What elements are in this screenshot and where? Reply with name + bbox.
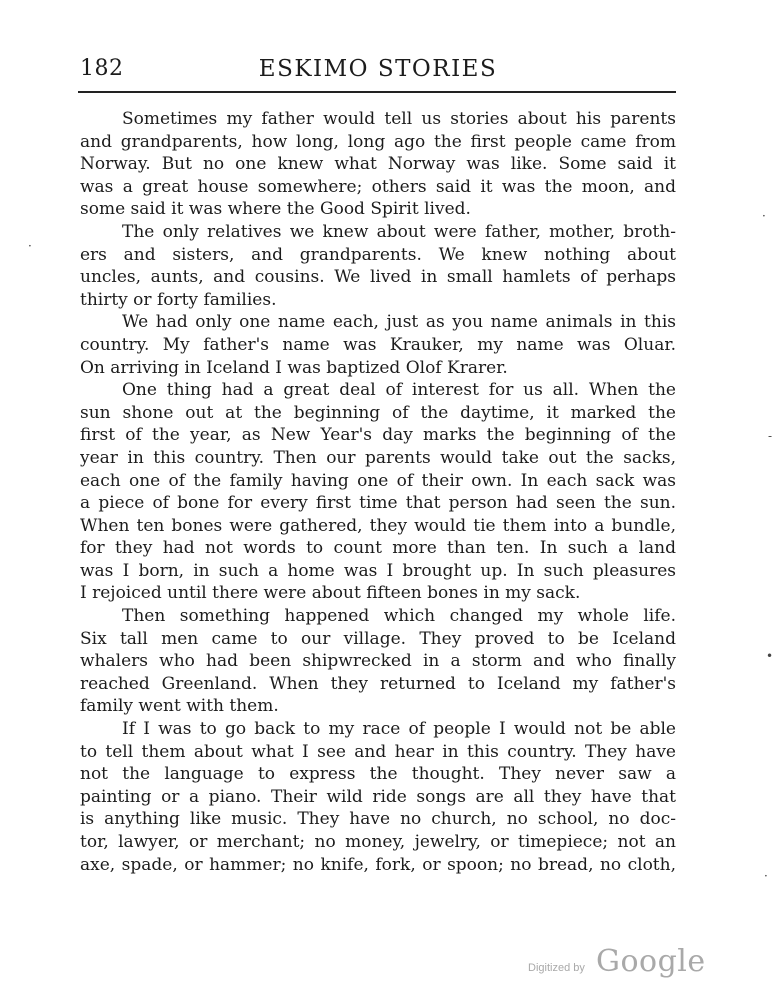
paragraph	[80, 221, 676, 311]
paragraph	[80, 311, 676, 379]
text-line: When ten bones were gathered, they would tie them into a bundle,	[80, 515, 676, 536]
paragraph	[80, 108, 676, 221]
text-line: country. My father's name was Krauker, my name was Oluar.	[80, 334, 676, 355]
text-line: If I was to go back to my race of people I would not be able	[122, 719, 676, 740]
text-line: reached Greenland. When they returned to Iceland my father's	[80, 673, 676, 694]
text-line: family went with them.	[80, 696, 279, 717]
google-logo: Google	[596, 944, 706, 979]
text-line: year in this country. Then our parents would take out the sacks,	[80, 447, 676, 468]
text-line: The only relatives we knew about were father, mother, broth-	[122, 221, 676, 242]
text-line: for they had not words to count more than ten. In such a land	[80, 538, 676, 559]
scan-speck: ·	[764, 869, 768, 883]
header-rule	[78, 91, 676, 93]
running-title: ESKIMO STORIES	[258, 56, 498, 82]
text-line: Then something happened which changed my whole life.	[122, 606, 676, 627]
scan-speck: -	[768, 429, 773, 443]
text-line: Norway. But no one knew what Norway was like. Some said it	[80, 154, 676, 175]
text-line: sun shone out at the beginning of the daytime, it marked the	[80, 402, 676, 423]
page-number: 182	[80, 56, 124, 81]
text-line: whalers who had been shipwrecked in a storm and who finally	[80, 651, 676, 672]
text-line: Sometimes my father would tell us stories about his parents	[122, 109, 676, 129]
text-line: and grandparents, how long, long ago the first people came from	[80, 131, 676, 152]
text-line: painting or a piano. Their wild ride songs are all they have that	[80, 786, 676, 807]
text-line: ers and sisters, and grandparents. We knew nothing about	[80, 244, 676, 265]
text-line: Six tall men came to our village. They proved to be Iceland	[80, 628, 676, 649]
text-line: a piece of bone for every first time that person had seen the sun.	[80, 493, 676, 514]
text-line: tor, lawyer, or merchant; no money, jewelry, or timepiece; not an	[80, 832, 676, 852]
scan-speck: ·	[28, 239, 32, 253]
text-line: axe, spade, or hammer; no knife, fork, or spoon; no bread, no cloth,	[80, 854, 676, 875]
paragraph	[80, 379, 676, 605]
text-line: We had only one name each, just as you name animals in this	[122, 312, 676, 333]
text-line: to tell them about what I see and hear in this country. They have	[80, 741, 676, 762]
text-line: was I born, in such a home was I brought up. In such pleasures	[80, 560, 676, 581]
text-line: is anything like music. They have no church, no school, no doc-	[80, 809, 676, 830]
text-line: I rejoiced until there were about fifteen bones in my sack.	[80, 583, 581, 604]
text-line: each one of the family having one of their own. In each sack was	[80, 470, 676, 491]
watermark-prefix: Digitized by	[528, 962, 585, 974]
scan-speck: ·	[762, 209, 766, 223]
text-line: was a great house somewhere; others said it was the moon, and	[80, 176, 676, 197]
text-line: On arriving in Iceland I was baptized Olof Krarer.	[80, 357, 508, 378]
scan-speck: •	[766, 649, 774, 663]
page-header	[80, 56, 676, 90]
text-line: some said it was where the Good Spirit lived.	[80, 199, 471, 220]
text-line: One thing had a great deal of interest for us all. When the	[122, 380, 676, 401]
text-line: not the language to express the thought. They never saw a	[80, 764, 676, 785]
body-text	[80, 108, 676, 876]
paragraph	[80, 718, 676, 876]
text-line: uncles, aunts, and cousins. We lived in small hamlets of perhaps	[80, 267, 676, 288]
text-line: first of the year, as New Year's day marks the beginning of the	[80, 425, 676, 446]
text-line: thirty or forty families.	[80, 289, 277, 310]
paragraph	[80, 605, 676, 718]
digitized-watermark	[528, 944, 706, 984]
